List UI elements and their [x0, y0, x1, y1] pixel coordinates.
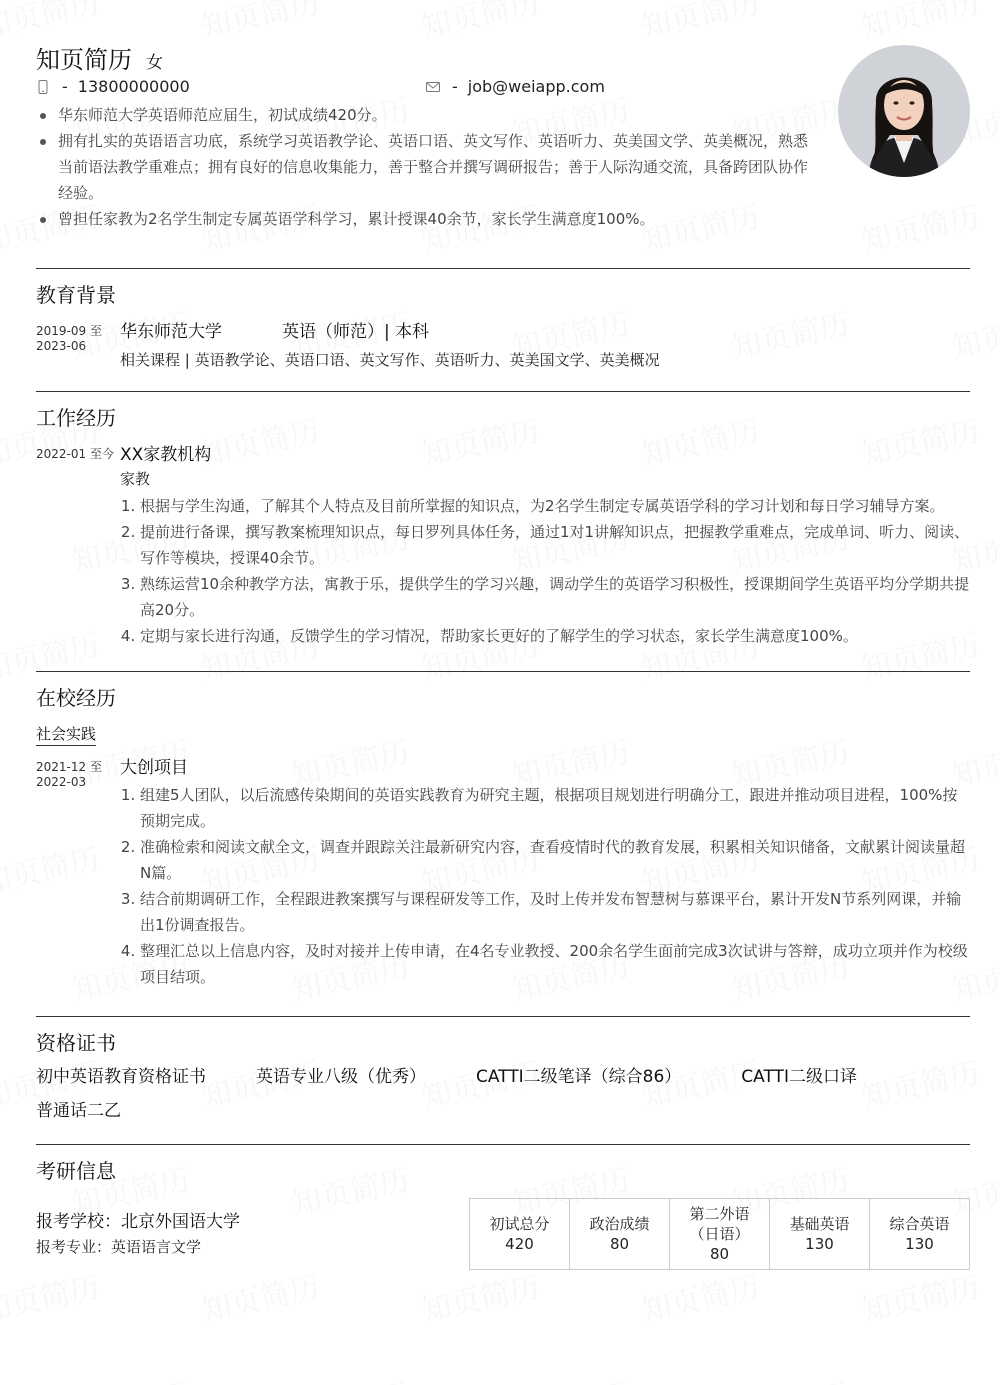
list-item: 4. 定期与家长进行沟通，反馈学生的学习情况，帮助家长更好的了解学生的学习状态，家长学生满意度100%。	[140, 623, 970, 649]
phone-contact	[36, 77, 426, 96]
score-label: 基础英语	[789, 1215, 850, 1233]
exam-section	[36, 1144, 970, 1270]
date-range: 2022-01 至今	[36, 447, 114, 461]
score-cell	[870, 1199, 969, 1269]
date-end: 2023-06	[36, 339, 87, 353]
certificate-item: 普通话二乙	[36, 1101, 121, 1121]
target-school: 报考学校：北京外国语大学	[36, 1212, 240, 1232]
list-item: 2. 提前进行备课，撰写教案梳理知识点，每日罗列具体任务，通过1对1讲解知识点，把握教学重难点，完成单词、听力、阅读、写作等模块，授课40余节。	[140, 519, 970, 571]
watermark-text	[507, 1369, 634, 1385]
entry-body	[120, 756, 970, 990]
name-row	[36, 40, 970, 75]
section-title: 在校经历	[36, 686, 116, 710]
score-cell	[770, 1199, 870, 1269]
section-title: 工作经历	[36, 406, 116, 430]
watermark-text	[67, 1369, 194, 1385]
list-item: 3. 熟练运营10余种教学方法，寓教于乐，提供学生的学习兴趣，调动学生的英语学习积极性，授课期间学生英语平均分学期共提高20分。	[140, 571, 970, 623]
summary-item: 拥有扎实的英语语言功底，系统学习英语教学论、英语口语、英文写作、英语听力、英美国文学、英美概况，熟悉当前语法教学重难点；拥有良好的信息收集能力，善于整合并撰写调研报告；善于人际沟通交流，具备跨团队协作经验。	[36, 128, 816, 206]
summary-list	[36, 102, 816, 232]
contact-row	[36, 77, 970, 96]
list-item: 1. 根据与学生沟通，了解其个人特点及目前所掌握的知识点，为2名学生制定专属英语学科的学习计划和每日学习辅导方案。	[140, 493, 970, 519]
role-title: 家教	[120, 470, 151, 488]
email-contact	[426, 77, 605, 96]
avatar	[838, 45, 970, 177]
summary-item: 华东师范大学英语师范应届生，初试成绩420分。	[36, 102, 816, 128]
score-cell	[570, 1199, 670, 1269]
campus-items	[120, 782, 970, 990]
score-label: 综合英语	[889, 1215, 950, 1233]
entry-date	[36, 443, 120, 649]
courses: 相关课程 | 英语教学论、英语口语、英文写作、英语听力、英美国文学、英美概况	[120, 351, 660, 369]
entry-body	[120, 443, 970, 649]
avatar-photo	[838, 45, 970, 177]
watermark-text	[727, 1369, 854, 1385]
score-label: 第二外语（日语）	[689, 1205, 750, 1243]
score-label: 初试总分	[489, 1215, 550, 1233]
phone-number: 13800000000	[77, 77, 190, 96]
degree: 英语（师范）| 本科	[282, 322, 430, 342]
work-items	[120, 493, 970, 649]
mail-icon	[426, 80, 440, 94]
certificate-item: 初中英语教育资格证书	[36, 1067, 206, 1087]
date-end: 2022-03	[36, 775, 87, 789]
organization-name: XX家教机构	[120, 445, 212, 465]
email-address[interactable]: job@weiapp.com	[467, 77, 605, 96]
score-value: 420	[505, 1235, 534, 1253]
exam-row	[36, 1198, 970, 1270]
watermark-text	[947, 1369, 1000, 1385]
school-name: 华东师范大学	[120, 322, 222, 342]
email-separator: -	[452, 77, 458, 96]
section-title: 教育背景	[36, 283, 116, 307]
score-value: 80	[609, 1235, 630, 1253]
campus-section	[36, 671, 970, 1016]
summary-item: 曾担任家教为2名学生制定专属英语学科学习，累计授课40余节，家长学生满意度100%。	[36, 206, 816, 232]
section-title: 考研信息	[36, 1159, 116, 1183]
education-entry	[36, 320, 970, 373]
resume-page	[36, 40, 970, 1270]
watermark-text	[197, 1262, 324, 1330]
resume-header	[36, 40, 970, 236]
score-cell	[670, 1199, 770, 1269]
target-major: 报考专业：英语语言文学	[36, 1238, 202, 1256]
watermark-text	[417, 1262, 544, 1330]
list-item: 4. 整理汇总以上信息内容，及时对接并上传申请，在4名专业教授、200余名学生面前完成3次试讲与答辩，成功立项并作为校级项目结项。	[140, 938, 970, 990]
watermark-text	[637, 1262, 764, 1330]
date-start: 2021-12 至	[36, 760, 102, 774]
entry-date	[36, 320, 120, 373]
list-item: 1. 组建5人团队，以后流感传染期间的英语实践教育为研究主题，根据项目规划进行明确分工，跟进并推动项目进程，100%按预期完成。	[140, 782, 970, 834]
candidate-name: 知页简历	[36, 46, 132, 74]
score-value: 130	[805, 1235, 834, 1253]
phone-separator: -	[62, 77, 68, 96]
watermark-text	[857, 1262, 984, 1330]
campus-entry	[36, 756, 970, 990]
watermark-text	[287, 1369, 414, 1385]
certificate-list	[36, 1060, 970, 1128]
section-title: 资格证书	[36, 1031, 116, 1055]
exam-info	[36, 1209, 240, 1259]
certificate-item: CATTI二级口译	[741, 1067, 857, 1087]
watermark-text	[0, 1262, 103, 1330]
entry-date	[36, 756, 120, 990]
list-item: 2. 准确检索和阅读文献全文，调查并跟踪关注最新研究内容，查看疫情时代的教育发展，积累相关知识储备，文献累计阅读量超N篇。	[140, 834, 970, 886]
certificate-item: 英语专业八级（优秀）	[256, 1067, 426, 1087]
score-label: 政治成绩	[589, 1215, 650, 1233]
score-table	[469, 1198, 970, 1270]
project-name: 大创项目	[120, 758, 188, 778]
score-cell	[470, 1199, 570, 1269]
certificates-section	[36, 1016, 970, 1144]
campus-subhead: 社会实践	[36, 723, 96, 746]
phone-icon	[36, 80, 50, 94]
education-section	[36, 268, 970, 391]
certificate-item: CATTI二级笔译（综合86）	[476, 1067, 682, 1087]
candidate-gender: 女	[146, 53, 163, 73]
score-value: 80	[709, 1245, 730, 1263]
list-item: 3. 结合前期调研工作，全程跟进教案撰写与课程研发等工作，及时上传并发布智慧树与慕课平台，累计开发N节系列网课，并输出1份调查报告。	[140, 886, 970, 938]
entry-body	[120, 320, 970, 373]
date-start: 2019-09 至	[36, 324, 102, 338]
work-entry	[36, 443, 970, 649]
education-head	[120, 320, 970, 344]
work-section	[36, 391, 970, 671]
score-value: 130	[905, 1235, 934, 1253]
